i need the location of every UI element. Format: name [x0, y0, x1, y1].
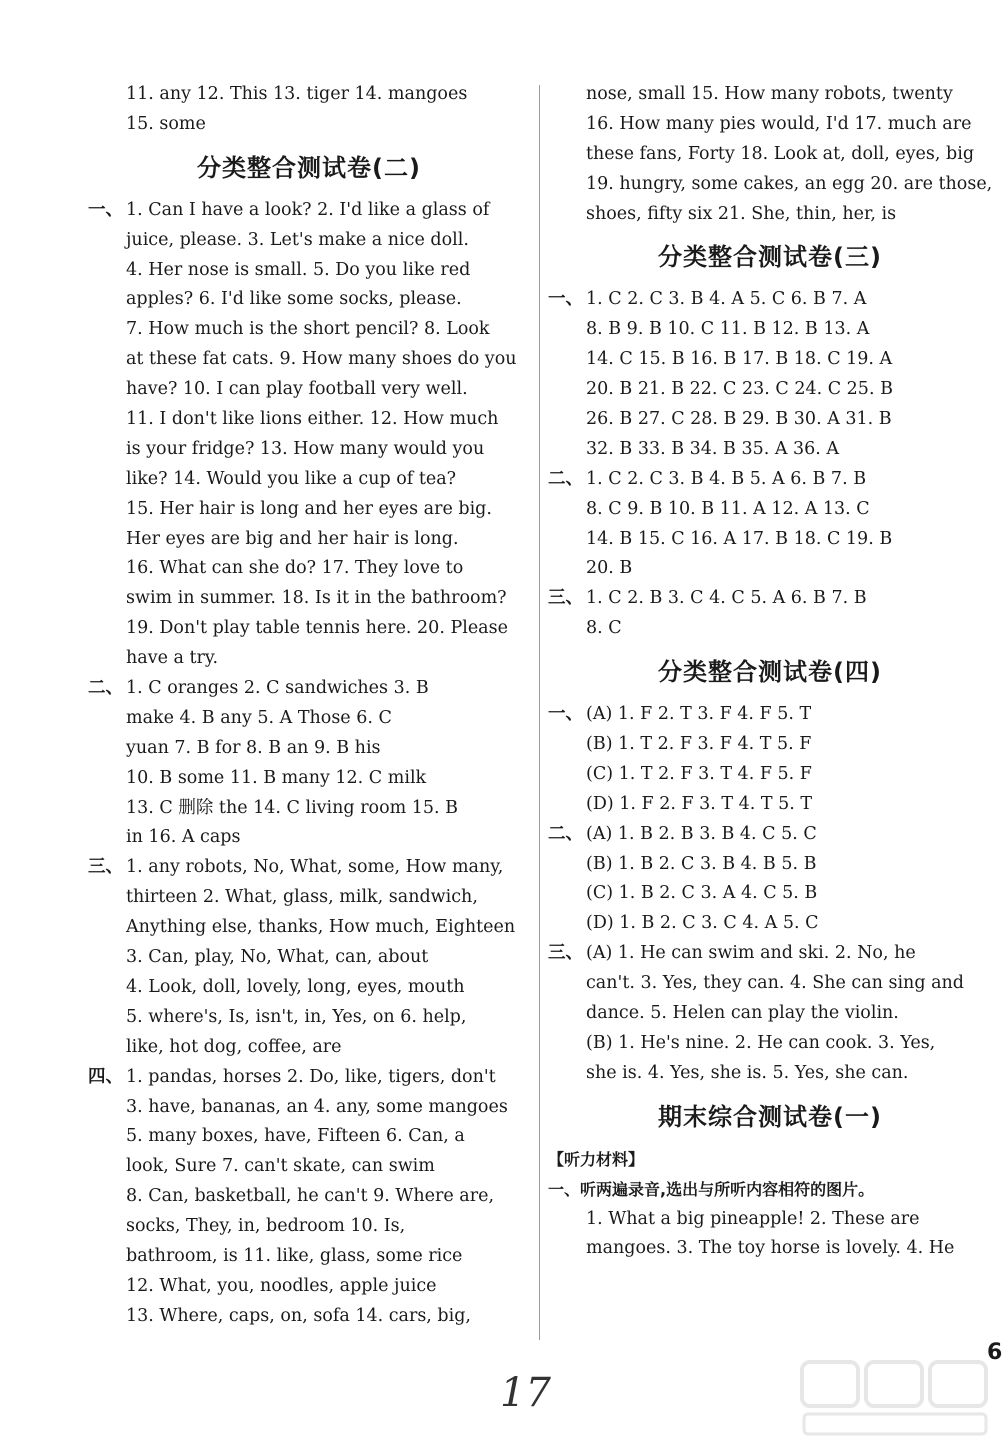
answer-line: 32. B 33. B 34. B 35. A 36. A	[586, 438, 840, 459]
answer-line: 1. What a big pineapple! 2. These are	[586, 1208, 920, 1229]
answer-line: like? 14. Would you like a cup of tea?	[126, 468, 457, 489]
answer-line	[88, 674, 530, 704]
answer-text: (A) 1. He can swim and ski. 2. No, he	[586, 943, 916, 964]
answer-line: yuan 7. B for 8. B an 9. B his	[126, 737, 381, 758]
answer-line: 14. B 15. C 16. A 17. B 18. C 19. B	[586, 528, 893, 549]
answer-line: juice, please. 3. Let's make a nice doll.	[126, 229, 469, 250]
section-marker: 三、	[88, 857, 123, 878]
answer-text: 1. C 2. B 3. C 4. C 5. A 6. B 7. B	[586, 588, 867, 609]
answer-line	[548, 584, 992, 614]
answer-text: 1. C oranges 2. C sandwiches 3. B	[126, 678, 429, 699]
answer-text: 1. any robots, No, What, some, How many,	[126, 857, 504, 878]
answer-line: 13. Where, caps, on, sofa 14. cars, big,	[126, 1305, 471, 1326]
answer-line: 13. C 删除 the 14. C living room 15. B	[126, 797, 459, 818]
answer-line: (B) 1. T 2. F 3. F 4. T 5. F	[586, 734, 812, 755]
answer-line: 10. B some 11. B many 12. C milk	[126, 767, 427, 788]
answer-line	[548, 465, 992, 495]
material-heading: 【听力材料】	[548, 1149, 645, 1169]
section-title: 分类整合测试卷(二)	[197, 153, 421, 182]
answer-line: 20. B	[586, 558, 633, 579]
answer-line	[88, 1063, 530, 1093]
answer-line: (B) 1. B 2. C 3. B 4. B 5. B	[586, 853, 817, 874]
answer-line: (C) 1. B 2. C 3. A 4. C 5. B	[586, 883, 818, 904]
answer-text: 1. pandas, horses 2. Do, like, tigers, don't	[126, 1066, 496, 1087]
answer-line: Her eyes are big and her hair is long.	[126, 528, 459, 549]
answer-line: she is. 4. Yes, she is. 5. Yes, she can.	[586, 1062, 909, 1083]
answer-line: bathroom, is 11. like, glass, some rice	[126, 1245, 463, 1266]
answer-line: (D) 1. F 2. F 3. T 4. T 5. T	[586, 793, 813, 814]
answer-line: shoes, fifty six 21. She, thin, her, is	[586, 203, 897, 224]
answer-text: 1. C 2. C 3. B 4. B 5. A 6. B 7. B	[586, 468, 867, 489]
section-title: 分类整合测试卷(四)	[658, 658, 882, 687]
answer-line: look, Sure 7. can't skate, can swim	[126, 1156, 435, 1177]
answer-line: (B) 1. He's nine. 2. He can cook. 3. Yes,	[586, 1032, 936, 1053]
answer-line: have a try.	[126, 648, 219, 669]
answer-line: dance. 5. Helen can play the violin.	[586, 1003, 899, 1024]
answer-line: can't. 3. Yes, they can. 4. She can sing and	[586, 973, 964, 994]
answer-text: (A) 1. B 2. B 3. B 4. C 5. C	[586, 823, 817, 844]
answer-line: 19. Don't play table tennis here. 20. Please	[126, 618, 508, 639]
answer-line: 5. where's, Is, isn't, in, Yes, on 6. help,	[126, 1006, 467, 1027]
answer-text: 1. C 2. C 3. B 4. A 5. C 6. B 7. A	[586, 289, 867, 310]
answer-line	[88, 853, 530, 883]
answer-line: (D) 1. B 2. C 3. C 4. A 5. C	[586, 913, 819, 934]
answer-line: 16. How many pies would, I'd 17. much are	[586, 113, 972, 134]
answer-line	[548, 700, 992, 730]
answer-line: mangoes. 3. The toy horse is lovely. 4. He	[586, 1238, 955, 1259]
answer-line: 12. What, you, noodles, apple juice	[126, 1275, 437, 1296]
answer-line: 15. some	[126, 113, 206, 134]
answer-line: 14. C 15. B 16. B 17. B 18. C 19. A	[586, 349, 893, 370]
answer-line: is your fridge? 13. How many would you	[126, 438, 485, 459]
answer-line	[548, 285, 992, 315]
section-marker: 一、	[548, 289, 583, 310]
answer-line: 4. Her nose is small. 5. Do you like red	[126, 259, 471, 280]
answer-line: 3. have, bananas, an 4. any, some mangoes	[126, 1096, 508, 1117]
instruction-line: 一、听两遍录音,选出与所听内容相符的图片。	[548, 1179, 875, 1199]
answer-line: 3. Can, play, No, What, can, about	[126, 947, 429, 968]
answer-line: 8. C 9. B 10. B 11. A 12. A 13. C	[586, 498, 870, 519]
answer-line: 11. any 12. This 13. tiger 14. mangoes	[126, 84, 468, 104]
answer-line: 4. Look, doll, lovely, long, eyes, mouth	[126, 976, 465, 997]
answer-line: 11. I don't like lions either. 12. How much	[126, 409, 499, 430]
answer-line: apples? 6. I'd like some socks, please.	[126, 289, 462, 310]
right-column	[548, 80, 992, 1264]
answer-text: 1. Can I have a look? 2. I'd like a glass of	[126, 199, 490, 220]
answer-line: 20. B 21. B 22. C 23. C 24. C 25. B	[586, 379, 893, 400]
answer-line: 19. hungry, some cakes, an egg 20. are those,	[586, 173, 993, 194]
section-marker: 一、	[88, 199, 123, 220]
answer-line: have? 10. I can play football very well.	[126, 379, 468, 400]
column-divider	[539, 85, 540, 1340]
section-marker: 三、	[548, 943, 583, 964]
handwritten-page-number: 17	[500, 1370, 551, 1416]
answer-line: 8. Can, basketball, he can't 9. Where are,	[126, 1186, 495, 1207]
answer-line: (C) 1. T 2. F 3. T 4. F 5. F	[586, 763, 812, 784]
answer-line: these fans, Forty 18. Look at, doll, eyes, big	[586, 143, 975, 164]
answer-line	[548, 939, 992, 969]
answer-line	[88, 196, 530, 226]
section-marker: 二、	[548, 823, 583, 844]
section-title: 期末综合测试卷(一)	[658, 1102, 882, 1131]
answer-line: 8. B 9. B 10. C 11. B 12. B 13. A	[586, 319, 870, 340]
answer-line: 5. many boxes, have, Fifteen 6. Can, a	[126, 1126, 465, 1147]
section-marker: 四、	[88, 1066, 123, 1087]
answer-line: make 4. B any 5. A Those 6. C	[126, 707, 392, 728]
answer-line: 26. B 27. C 28. B 29. B 30. A 31. B	[586, 409, 892, 430]
answer-line: like, hot dog, coffee, are	[126, 1036, 342, 1057]
answer-line: socks, They, in, bedroom 10. Is,	[126, 1216, 406, 1237]
answer-line: at these fat cats. 9. How many shoes do you	[126, 349, 517, 370]
answer-text: (A) 1. F 2. T 3. F 4. F 5. T	[586, 704, 812, 725]
answer-line: nose, small 15. How many robots, twenty	[586, 84, 953, 104]
section-marker: 二、	[88, 678, 123, 699]
answer-line: 8. C	[586, 618, 622, 639]
watermark-logo-icon	[800, 1358, 990, 1438]
answer-line: thirteen 2. What, glass, milk, sandwich,	[126, 887, 478, 908]
page-number: 6	[987, 1340, 1002, 1365]
section-marker: 一、	[548, 704, 583, 725]
left-column	[88, 80, 530, 1332]
section-title: 分类整合测试卷(三)	[658, 243, 882, 272]
answer-line: 16. What can she do? 17. They love to	[126, 558, 464, 579]
answer-line: 7. How much is the short pencil? 8. Look	[126, 319, 490, 340]
section-marker: 三、	[548, 588, 583, 609]
answer-line: swim in summer. 18. Is it in the bathroom?	[126, 588, 507, 609]
answer-line	[548, 820, 992, 850]
answer-line: 15. Her hair is long and her eyes are big.	[126, 498, 492, 519]
section-marker: 二、	[548, 468, 583, 489]
answer-line: in 16. A caps	[126, 827, 241, 848]
answer-line: Anything else, thanks, How much, Eighteen	[126, 917, 516, 938]
